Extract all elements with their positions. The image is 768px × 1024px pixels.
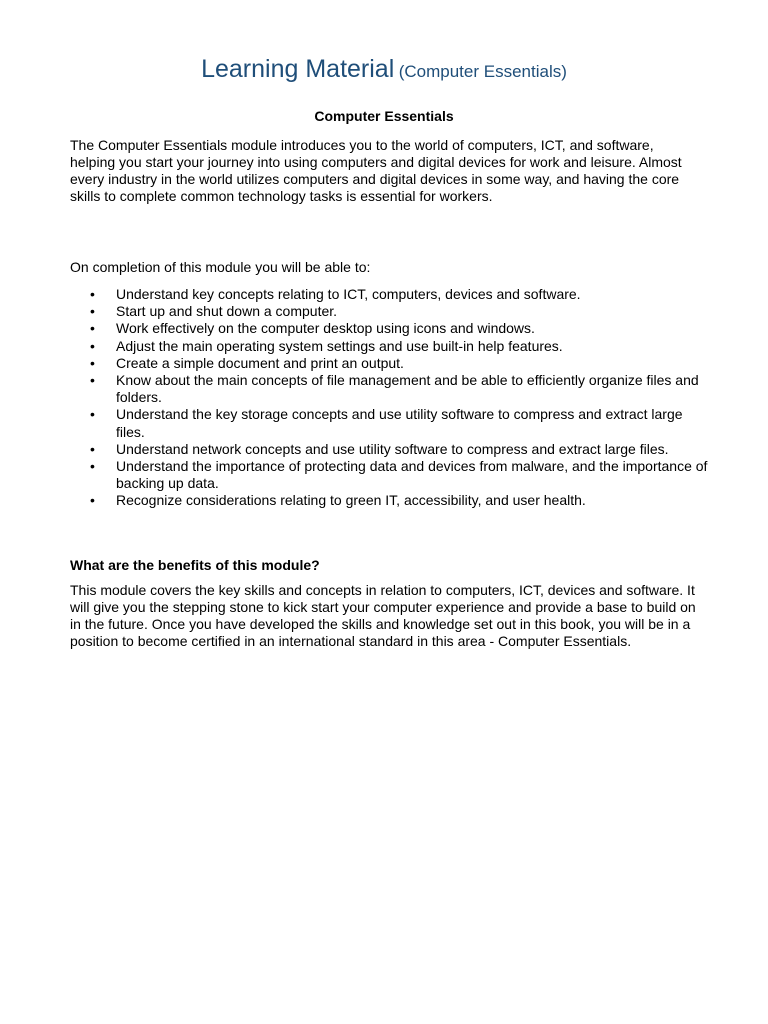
bullet-marker: • — [90, 320, 95, 337]
list-item-text: Work effectively on the computer desktop using icons and windows. — [116, 320, 535, 337]
list-item-text: Adjust the main operating system settings and use built-in help features. — [116, 337, 563, 354]
intro-paragraph: The Computer Essentials module introduces you to the world of computers, ICT, and software, helping you start your journey into using computers and digital devices for work and leisure. Almost every industry in the world utilizes computers and digital devices in some way, and having the core skills to complete common technology tasks is essential for workers. — [70, 137, 682, 204]
bullet-marker: • — [90, 458, 95, 475]
list-item — [70, 406, 710, 440]
list-item — [70, 441, 710, 458]
list-item — [70, 320, 710, 337]
bullet-marker: • — [90, 303, 95, 320]
objectives-lead: On completion of this module you will be able to: — [70, 259, 371, 275]
list-item-text: Understand the key storage concepts and use utility software to compress and extract large files. — [116, 406, 683, 440]
list-item-text: Understand key concepts relating to ICT, computers, devices and software. — [116, 286, 581, 302]
list-item — [70, 372, 710, 406]
section-heading: Computer Essentials — [314, 108, 454, 124]
list-item — [70, 303, 710, 320]
bullet-marker: • — [90, 492, 95, 509]
title-main: Learning Material — [201, 55, 395, 83]
list-item-text: Know about the main concepts of file management and be able to efficiently organize files and folders. — [116, 372, 699, 406]
title-subtitle: (Computer Essentials) — [398, 62, 567, 81]
list-item — [70, 338, 710, 355]
list-item — [70, 458, 710, 492]
list-item — [70, 355, 710, 372]
list-item-text: Understand the importance of protecting data and devices from malware, and the importance of backing up data. — [116, 458, 708, 492]
list-item — [70, 286, 710, 303]
list-item-text: Start up and shut down a computer. — [116, 303, 338, 320]
bullet-marker: • — [90, 406, 95, 423]
list-item — [70, 492, 710, 509]
objectives-list — [70, 286, 710, 510]
benefits-heading: What are the benefits of this module? — [70, 557, 320, 573]
list-item-text: Create a simple document and print an output. — [116, 354, 404, 371]
bullet-marker: • — [90, 372, 95, 389]
bullet-marker: • — [90, 440, 95, 457]
list-item-text: Recognize considerations relating to green IT, accessibility, and user health. — [116, 492, 586, 509]
benefits-paragraph: This module covers the key skills and concepts in relation to computers, ICT, devices and software. It will give you the stepping stone to kick start your computer experience and provide a base to build on in the future. Once you have developed the skills and knowledge set out in this book, you will be in a position to become certified in an international standard in this area - Computer Essentials. — [70, 582, 696, 649]
bullet-marker: • — [90, 337, 95, 354]
document-title — [0, 52, 768, 90]
bullet-marker: • — [90, 354, 95, 371]
list-item-text: Understand network concepts and use utility software to compress and extract large files. — [116, 440, 669, 457]
bullet-marker: • — [90, 286, 95, 302]
